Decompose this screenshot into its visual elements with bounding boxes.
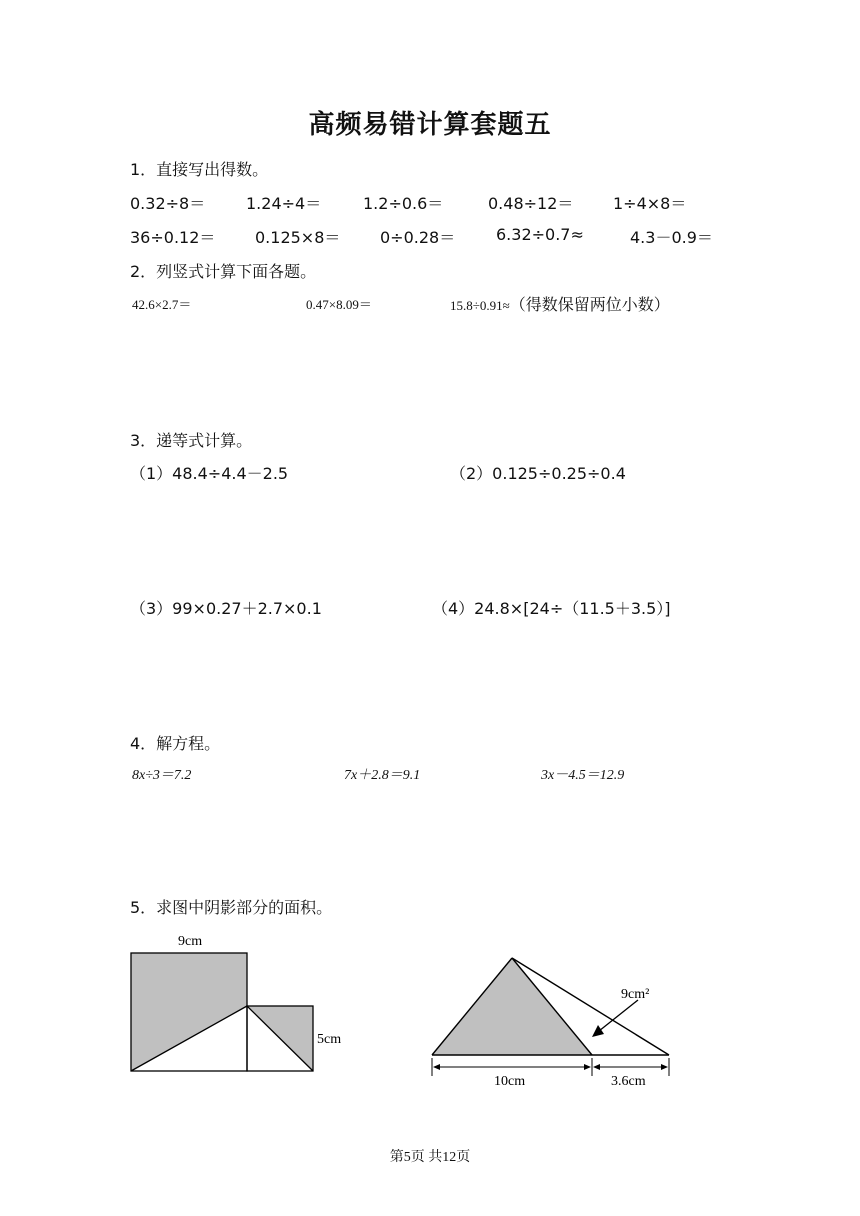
fig2-arrow-head bbox=[592, 1025, 604, 1037]
q2-item-1: 42.6×2.7＝ bbox=[132, 297, 192, 312]
q1-r1-c2: 1.24÷4＝ bbox=[246, 194, 322, 213]
q4-item-2: 7x＋2.8＝9.1 bbox=[344, 768, 421, 783]
fig1-top-label: 9cm bbox=[178, 934, 203, 949]
q4-item-3: 3x－4.5＝12.9 bbox=[541, 768, 625, 783]
figure-1 bbox=[120, 925, 360, 1085]
q2-item-3: 15.8÷0.91≈ bbox=[450, 298, 510, 313]
q1-r2-c4: 6.32÷0.7≈ bbox=[496, 225, 584, 244]
q3-item-2: （2）0.125÷0.25÷0.4 bbox=[450, 464, 626, 483]
fig1-side-label: 5cm bbox=[317, 1032, 342, 1047]
figure-2 bbox=[420, 945, 690, 1095]
q2-item-3-row bbox=[450, 292, 670, 315]
q1-r2-c3: 0÷0.28＝ bbox=[380, 228, 456, 247]
q2-item-2: 0.47×8.09＝ bbox=[306, 297, 372, 312]
page-footer: 第5页 共12页 bbox=[389, 1150, 471, 1165]
q3-item-1: （1）48.4÷4.4－2.5 bbox=[130, 464, 289, 483]
fig2-dim-arrow-2b bbox=[661, 1064, 668, 1070]
page-title: 高频易错计算套题五 bbox=[308, 110, 552, 140]
fig1-shade-left bbox=[131, 953, 247, 1071]
q1-r1-c1: 0.32÷8＝ bbox=[130, 194, 206, 213]
q1-r1-c4: 0.48÷12＝ bbox=[488, 194, 574, 213]
fig2-dim-arrow-2a bbox=[593, 1064, 600, 1070]
q3-item-3: （3）99×0.27＋2.7×0.1 bbox=[130, 599, 322, 618]
q1-r1-c3: 1.2÷0.6＝ bbox=[363, 194, 444, 213]
q1-r2-c1: 36÷0.12＝ bbox=[130, 228, 216, 247]
q1-r2-c2: 0.125×8＝ bbox=[255, 228, 341, 247]
q1-r2-c5: 4.3－0.9＝ bbox=[630, 228, 713, 247]
q2-heading: 2．列竖式计算下面各题。 bbox=[130, 262, 317, 281]
q3-item-4: （4）24.8×[24÷（11.5＋3.5）] bbox=[432, 599, 671, 618]
q1-r1-c5: 1÷4×8＝ bbox=[613, 194, 687, 213]
fig2-dim-arrow-1b bbox=[584, 1064, 591, 1070]
q2-note: （得数保留两位小数） bbox=[509, 295, 670, 314]
fig2-base-label: 10cm bbox=[494, 1074, 526, 1089]
fig2-ext-label: 3.6cm bbox=[611, 1074, 646, 1089]
q3-heading: 3．递等式计算。 bbox=[130, 431, 253, 450]
q4-heading: 4．解方程。 bbox=[130, 734, 221, 753]
q5-heading: 5．求图中阴影部分的面积。 bbox=[130, 898, 333, 917]
fig2-shade bbox=[432, 958, 592, 1055]
q4-item-1: 8x÷3＝7.2 bbox=[132, 768, 192, 783]
fig2-dim-arrow-1a bbox=[433, 1064, 440, 1070]
q1-heading: 1．直接写出得数。 bbox=[130, 160, 269, 179]
fig2-area-label: 9cm² bbox=[621, 987, 650, 1002]
